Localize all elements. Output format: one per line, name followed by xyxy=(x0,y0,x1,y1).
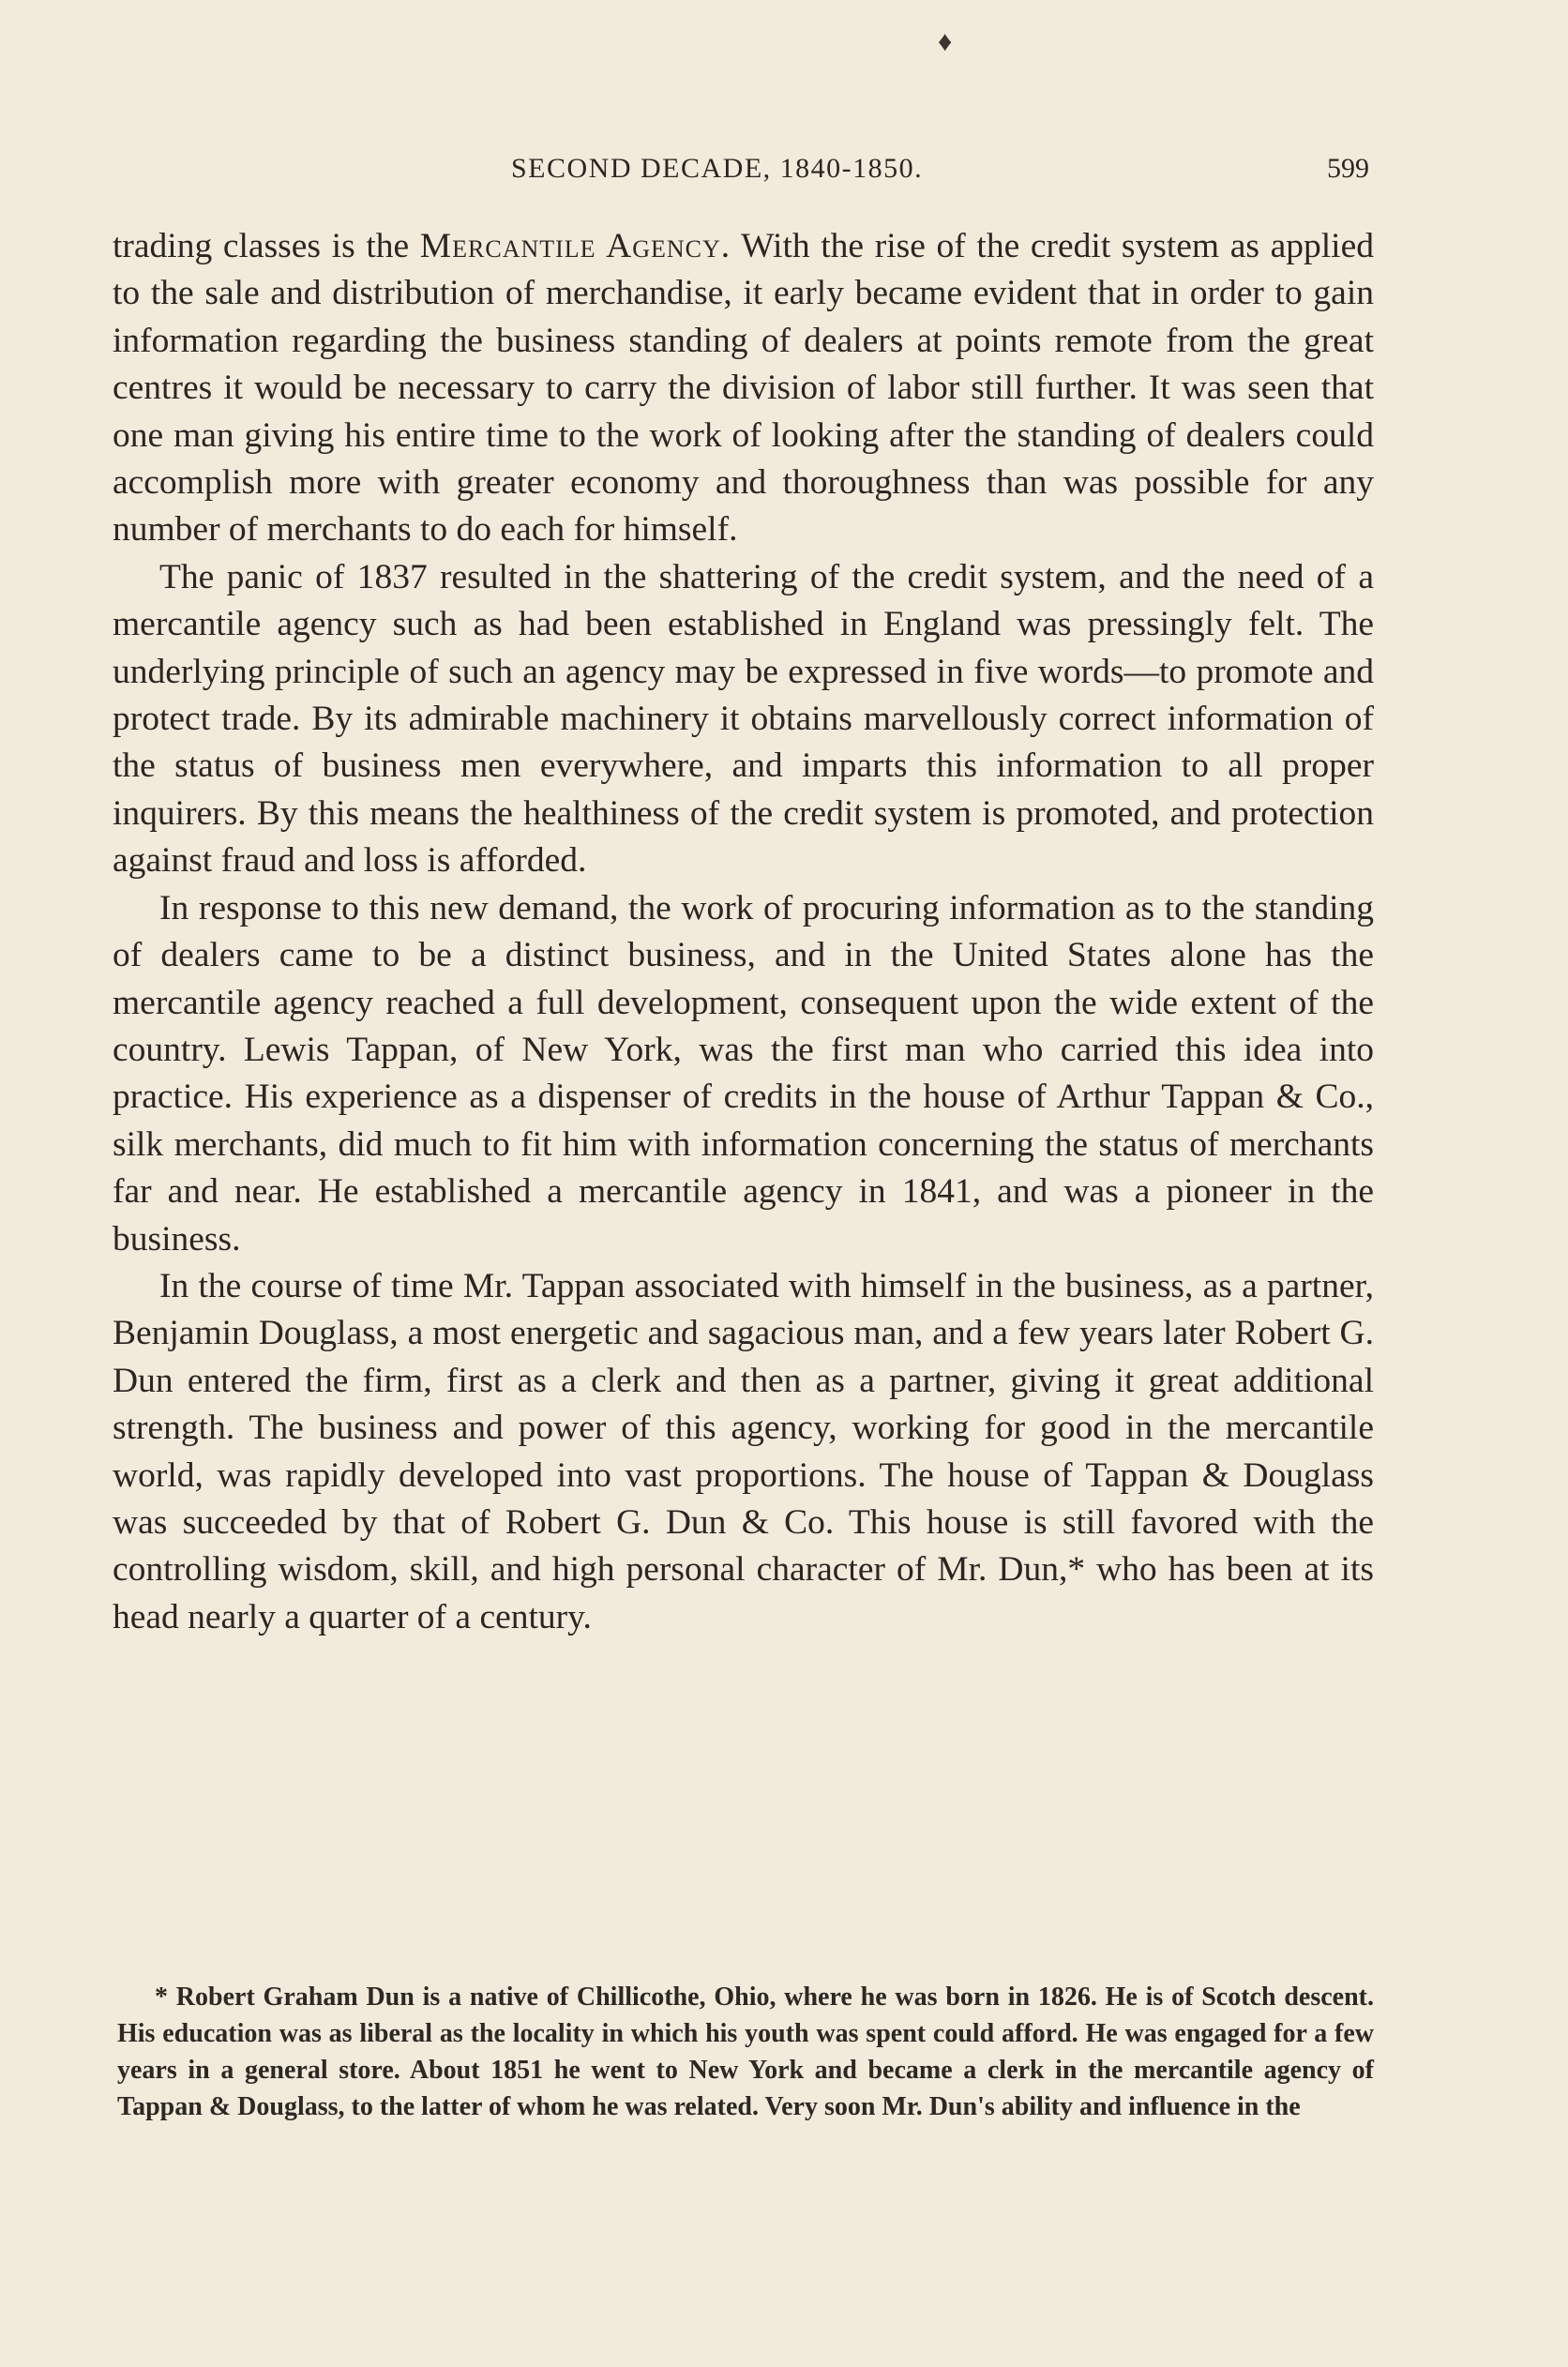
running-head xyxy=(113,143,1369,195)
footnote-text: * Robert Graham Dun is a native of Chillicothe, Ohio, where he was born in 1826. He is of Scotch descent. His education was as liberal as the locality in which his youth was spent could afford. He was engaged for a few years in a general store. About 1851 he went to New York and became a clerk in the mercantile agency of Tappan & Douglass, to the latter of whom he was related. Very soon Mr. Dun's ability and influence in the xyxy=(117,1983,1374,2121)
running-title: SECOND DECADE, 1840-1850. xyxy=(511,153,924,184)
page-number: 599 xyxy=(1327,153,1369,184)
paragraph-1-rest: With the rise of the credit system as applied to the sale and distribution of merchandise, it early became evident that in order to gain information regarding the business standing of dealers at points remote from the great centres it would be necessary to carry the division of labor still further. It was seen that one man giving his entire time to the work of looking after the standing of dealers could accomplish more with greater economy and thoroughness than was possible for any number of merchants to do each for himself. xyxy=(113,227,1374,550)
paragraph-2: The panic of 1837 resulted in the shattering of the credit system, and the need of a mercantile agency such as had been established in England was pressingly felt. The underlying principle of such an agency may be expressed in five words—to promote and protect trade. By its admirable machinery it obtains marvellously correct information of the status of business men everywhere, and imparts this information to all proper inquirers. By this means the healthiness of the credit system is promoted, and protection against fraud and loss is afforded. xyxy=(113,557,1374,881)
paragraph-1 xyxy=(113,223,1374,554)
printer-mark: ♦ xyxy=(938,26,953,57)
mercantile-agency-smallcaps: Mercantile Agency. xyxy=(419,227,731,265)
footnote xyxy=(117,1979,1374,2125)
paragraph-3: In response to this new demand, the work of procuring information as to the standing of dealers came to be a distinct business, and in the United States alone has the mercantile agency reached a full development, consequent upon the wide extent of the country. Lewis Tappan, of New York, was the first man who carried this idea into practice. His experience as a dispenser of credits in the house of Arthur Tappan & Co., silk merchants, did much to fit him with information concerning the status of merchants far and near. He established a mercantile agency in 1841, and was a pioneer in the business. xyxy=(113,888,1374,1259)
body-text xyxy=(113,223,1374,1641)
paragraph-1-start: trading classes is the xyxy=(113,227,420,265)
paragraph-4: In the course of time Mr. Tappan associated with himself in the business, as a partner, Benjamin Douglass, a most energetic and sagacious man, and a few years later Robert G. Dun entered the firm, first as a clerk and then as a partner, giving it great additional strength. The business and power of this agency, working for good in the mercantile world, was rapidly developed into vast proportions. The house of Tappan & Douglass was succeeded by that of Robert G. Dun & Co. This house is still favored with the controlling wisdom, skill, and high personal character of Mr. Dun,* who has been at its head nearly a quarter of a century. xyxy=(113,1266,1374,1636)
